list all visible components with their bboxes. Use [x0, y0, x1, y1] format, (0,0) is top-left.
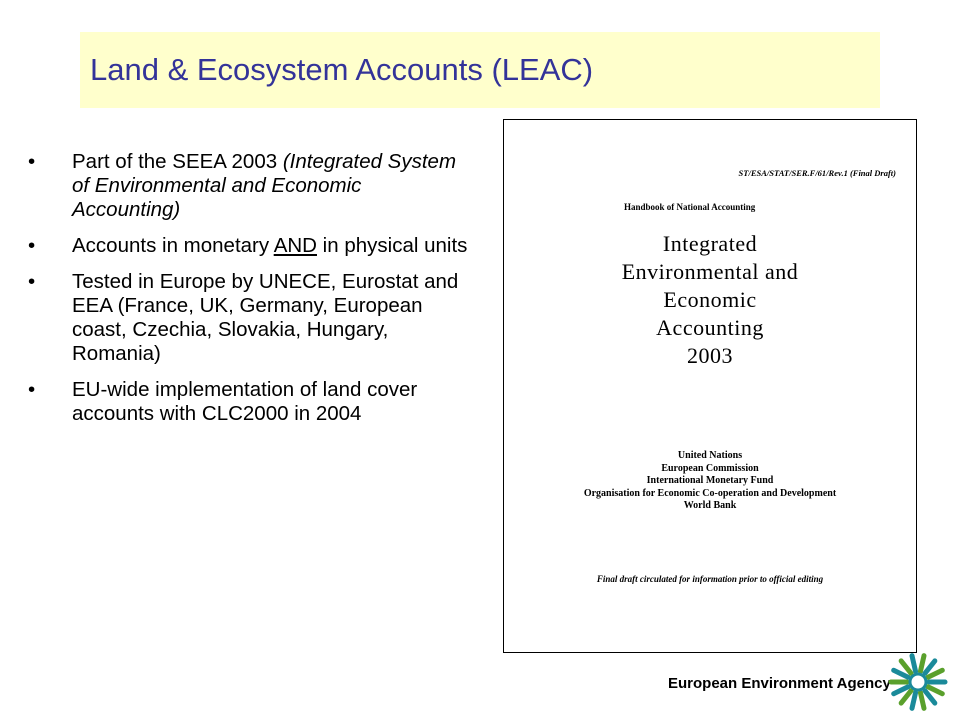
document-note: Final draft circulated for information prior to official editing	[596, 574, 824, 584]
agency-name: European Environment Agency	[668, 675, 891, 692]
logo-ray	[912, 656, 916, 672]
logo-ray	[894, 687, 908, 694]
bullet-text: in physical units	[316, 234, 468, 257]
slide-title: Land & Ecosystem Accounts (LEAC)	[90, 52, 594, 87]
document-organizations	[504, 450, 916, 513]
document-handbook-label: Handbook of National Accounting	[624, 202, 756, 212]
document-title-line: Economic	[663, 287, 757, 312]
title-bar	[80, 32, 880, 108]
document-title-line: Environmental and	[621, 259, 799, 284]
document-title-line: Integrated	[662, 231, 758, 256]
bullet-item	[28, 378, 468, 426]
eea-sunburst-icon	[888, 650, 948, 714]
logo-ray	[925, 691, 935, 704]
logo-ray	[928, 687, 942, 694]
bullet-item	[28, 150, 468, 222]
bullet-marker: •	[28, 270, 36, 293]
bullet-text: Tested in Europe by UNECE, Eurostat and EEA (France, UK, Germany, European coast, Czechia, Slovakia, Hungary, Romania)	[72, 270, 459, 365]
logo-ray	[894, 670, 908, 677]
logo-ray	[901, 661, 911, 674]
bullet-item	[28, 270, 468, 366]
logo-ray	[928, 670, 942, 677]
bullet-list	[28, 150, 468, 438]
organization-line: United Nations	[677, 450, 743, 461]
logo-ray	[920, 656, 924, 672]
organization-line: World Bank	[683, 500, 737, 511]
bullet-text: Part of the SEEA 2003	[72, 150, 283, 173]
document-title-line: 2003	[687, 343, 733, 368]
bullet-marker: •	[28, 234, 36, 257]
organization-line: International Monetary Fund	[646, 475, 774, 486]
organization-line: Organisation for Economic Co-operation and Development	[583, 487, 837, 499]
bullet-item	[28, 234, 468, 258]
document-title-line: Accounting	[656, 315, 764, 340]
bullet-marker: •	[28, 378, 36, 401]
logo-ray	[912, 693, 916, 709]
logo-center	[910, 674, 926, 690]
logo-ray	[925, 661, 935, 674]
bullet-text: EU-wide implementation of land cover accounts with CLC2000 in 2004	[72, 378, 418, 425]
bullet-italic-text: (Integrated System of Environmental and Economic Accounting)	[72, 150, 457, 221]
document-reference: ST/ESA/STAT/SER.F/61/Rev.1 (Final Draft)	[738, 168, 896, 178]
bullet-text: Accounts in monetary	[72, 234, 274, 257]
document-title	[504, 230, 916, 370]
bullet-underlined-text: AND	[273, 234, 317, 257]
logo-ray	[901, 691, 911, 704]
organization-line: European Commission	[661, 462, 759, 474]
bullet-marker: •	[28, 150, 36, 173]
document-cover-image	[503, 119, 917, 653]
logo-ray	[920, 693, 924, 709]
